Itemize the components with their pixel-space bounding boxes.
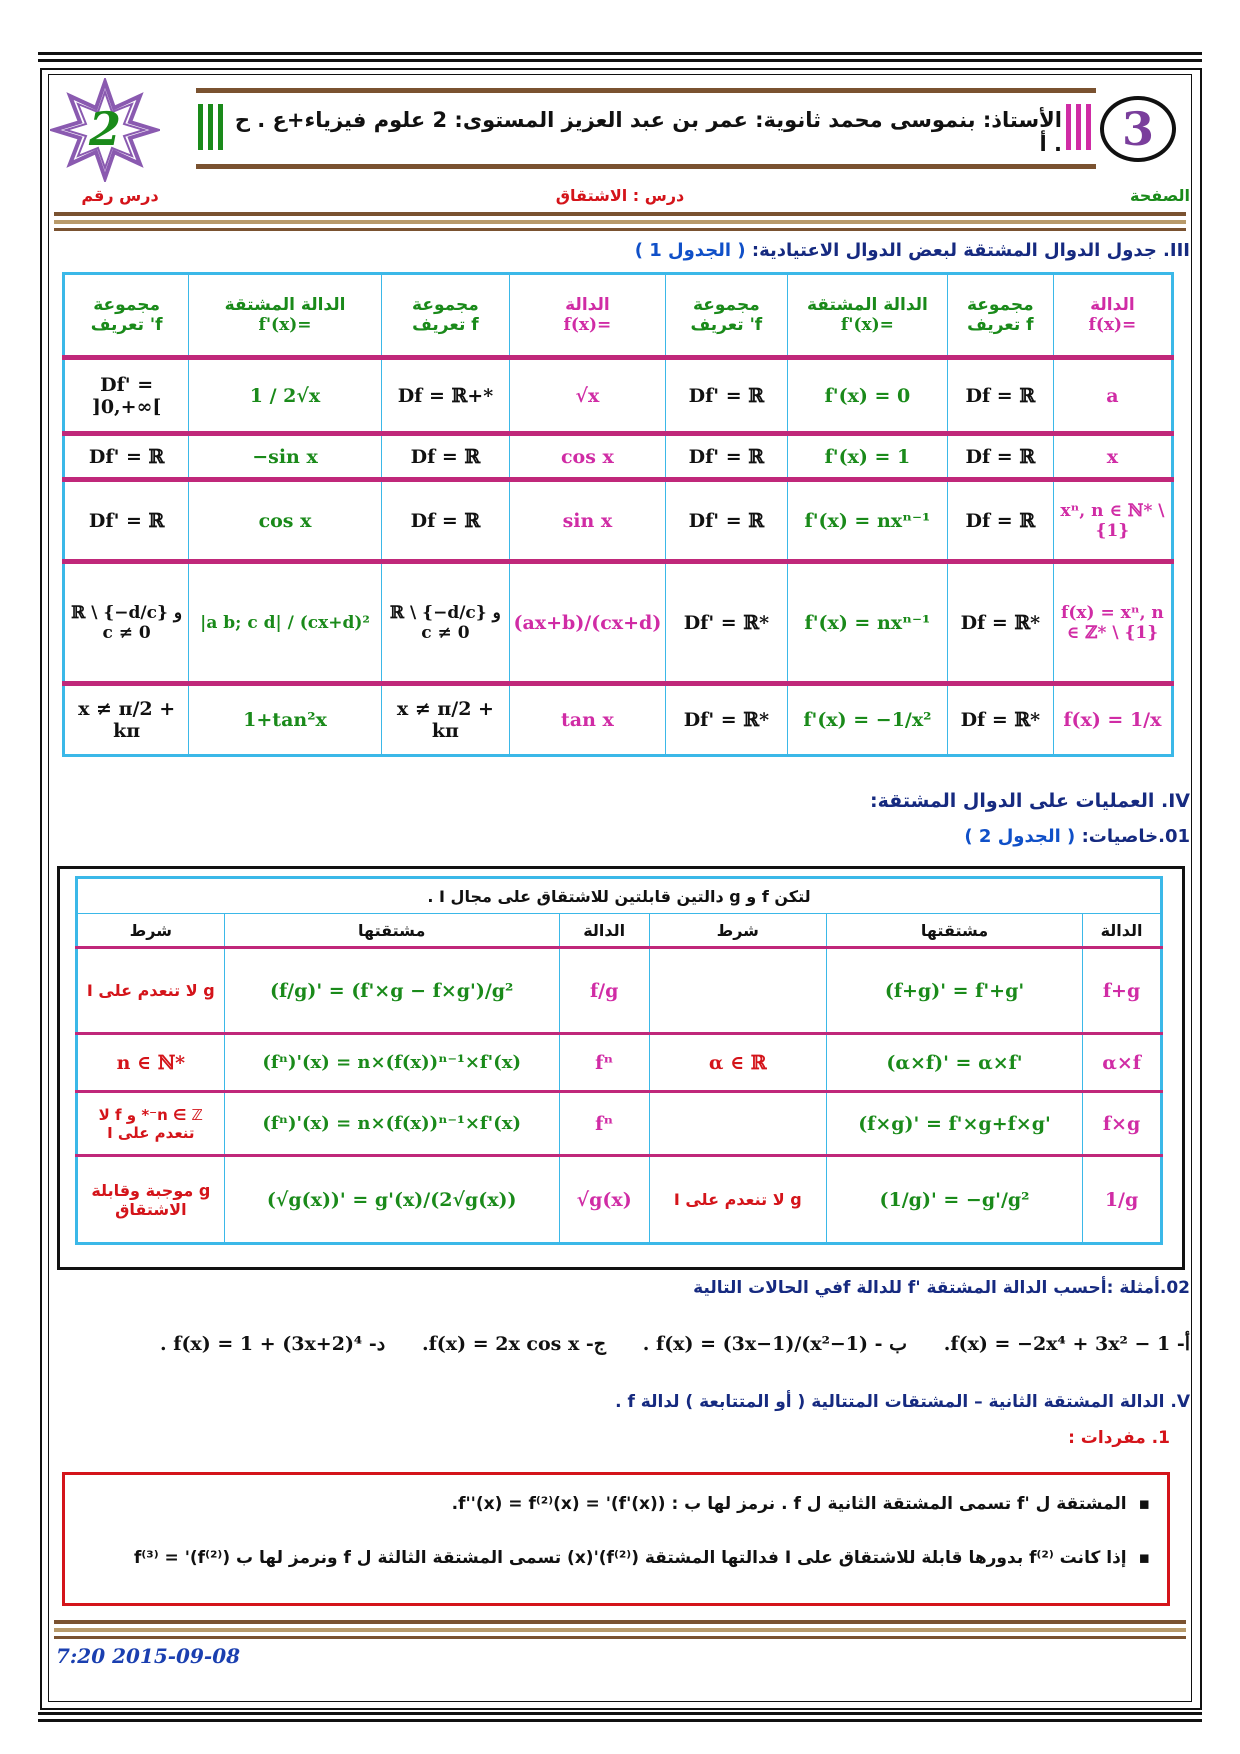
- bullet-icon: ▪: [1126, 1548, 1150, 1568]
- table-2-ref: ( الجدول 2 ): [964, 826, 1076, 847]
- examples-title: 02.أمثلة :أحسب الدالة المشتقة 'f للدالة fفي الحالات التالية: [693, 1278, 1190, 1298]
- t1-cell: x ≠ π/2 + kπ: [381, 684, 509, 756]
- lesson-star-badge: [50, 78, 160, 182]
- t1-cell: Df' = ℝ: [665, 480, 787, 562]
- t1-cell: Df = ℝ*: [947, 684, 1053, 756]
- footer-rule-1: [54, 1620, 1186, 1624]
- teacher-line: الأستاذ: بنموسى محمد ثانوية: عمر بن عبد العزيز المستوى: 2 علوم فيزياء+ع . ح . أ: [234, 108, 1062, 156]
- section-4-sub01: [700, 826, 1190, 847]
- t1-header-4b: f(x)=: [563, 315, 612, 335]
- t1-cell: Df = ℝ: [947, 480, 1053, 562]
- t1-header-4a: الدالة: [565, 295, 610, 315]
- t1-header-3a: مجموعة: [412, 295, 479, 315]
- t1-cell: f'(x) = nxⁿ⁻¹: [787, 562, 947, 684]
- t2-cell: [649, 1092, 826, 1156]
- t2-cell: (fⁿ)'(x) = n×(f(x))ⁿ⁻¹×f'(x): [224, 1034, 559, 1092]
- lesson-number-label: درس رقم: [81, 186, 159, 205]
- footer-rule-3: [54, 1636, 1186, 1639]
- definition-bullet-2: [90, 1548, 1150, 1568]
- t1-cell: f'(x) = −1/x²: [787, 684, 947, 756]
- footer-rule-2: [54, 1628, 1186, 1632]
- t2-cell: g لا تنعدم على I: [649, 1156, 826, 1244]
- t1-cell: Df' = ℝ: [64, 480, 189, 562]
- top-double-rule: [38, 52, 1202, 62]
- section-5-title: V. الدالة المشتقة الثانية – المشتقات المتتالية ( أو المتتابعة ) لدالة f .: [615, 1392, 1190, 1412]
- header-rule-bottom: [196, 164, 1096, 169]
- t1-header-1a: مجموعة: [93, 295, 161, 315]
- example-a: أ- f(x) = −2x⁴ + 3x² − 1.: [943, 1333, 1190, 1355]
- t2-cell: n ∈ ℕ*: [77, 1034, 225, 1092]
- header-stripes-left: [198, 104, 226, 150]
- t2-cell: fⁿ: [559, 1092, 649, 1156]
- t2-cell: (f+g)' = f'+g': [826, 948, 1082, 1034]
- example-c: ج- f(x) = 2x cos x.: [421, 1333, 607, 1355]
- t2-cell: fⁿ: [559, 1034, 649, 1092]
- t1-cell: xⁿ, n ∈ ℕ* \ {1}: [1053, 480, 1172, 562]
- t1-cell: Df = ℝ: [947, 434, 1053, 480]
- derivatives-table-1: [62, 272, 1174, 757]
- t1-cell: cos x: [189, 480, 381, 562]
- t1-header-8a: الدالة: [1090, 295, 1135, 315]
- t2-cell: (fⁿ)'(x) = n×(f(x))ⁿ⁻¹×f'(x): [224, 1092, 559, 1156]
- t2-cell: α×f: [1083, 1034, 1162, 1092]
- page-label: الصفحة: [1129, 186, 1190, 205]
- t1-header-3b: تعريف f: [412, 315, 479, 335]
- t1-cell: f'(x) = nxⁿ⁻¹: [787, 480, 947, 562]
- t2-cell: n ∈ ℤ⁻* و f لا تنعدم على I: [77, 1092, 225, 1156]
- t1-header-7a: مجموعة: [966, 295, 1034, 315]
- t1-cell: Df' = ℝ: [64, 434, 189, 480]
- t1-cell: sin x: [510, 480, 666, 562]
- t2-cell: (f×g)' = f'×g+f×g': [826, 1092, 1082, 1156]
- section-3-heading: III. جدول الدوال المشتقة لبعض الدوال الاعتيادية:: [751, 240, 1190, 261]
- properties-label: 01.خاصيات:: [1081, 826, 1190, 847]
- t2-cell: (f/g)' = (f'×g − f×g')/g²: [224, 948, 559, 1034]
- t1-cell: Df = ℝ: [381, 480, 509, 562]
- t2-cell: g موجبة وقابلة الاشتقاق: [77, 1156, 225, 1244]
- t1-cell: ℝ \ {−d/c} و c ≠ 0: [64, 562, 189, 684]
- t1-cell: Df = ℝ: [947, 358, 1053, 434]
- t1-cell: f(x) = 1/x: [1053, 684, 1172, 756]
- t2-cell: 1/g: [1083, 1156, 1162, 1244]
- t1-cell: −sin x: [189, 434, 381, 480]
- t2-header-condition: شرط: [77, 914, 225, 948]
- t1-cell: (ax+b)/(cx+d): [510, 562, 666, 684]
- example-b: ب - f(x) = (3x−1)/(x²−1) .: [642, 1333, 908, 1355]
- example-d: د- f(x) = 1 + (3x+2)⁴ .: [160, 1333, 386, 1355]
- operations-table-2: [75, 876, 1163, 1245]
- t2-header-function: الدالة: [559, 914, 649, 948]
- t1-header-5b: تعريف 'f: [690, 315, 763, 335]
- t1-cell: Df = ℝ: [381, 434, 509, 480]
- section-4-title: IV. العمليات على الدوال المشتقة:: [870, 790, 1190, 812]
- subheader-rule-3: [54, 228, 1186, 231]
- definition-2-text: إذا كانت f⁽²⁾ بدورها قابلة للاشتقاق على I فدالتها المشتقة (f⁽²⁾)'(x) تسمى المشتقة الثالثة ل f ونرمز لها ب f⁽³⁾ = '(f⁽²⁾): [133, 1548, 1127, 1568]
- subheader-rule-1: [54, 212, 1186, 216]
- t1-header-2a: الدالة المشتقة: [224, 295, 346, 315]
- section-5-sub1: 1. مفردات :: [1068, 1428, 1170, 1448]
- section-3-title: [600, 240, 1190, 261]
- t2-cell: [649, 948, 826, 1034]
- t1-cell: tan x: [510, 684, 666, 756]
- t1-cell: |a b; c d| / (cx+d)²: [189, 562, 381, 684]
- t2-cell: (√g(x))' = g'(x)/(2√g(x)): [224, 1156, 559, 1244]
- t1-header-7b: تعريف f: [967, 315, 1034, 335]
- examples-row: [160, 1322, 1190, 1366]
- t2-cell: f×g: [1083, 1092, 1162, 1156]
- t1-header-6b: f'(x)=: [840, 315, 894, 335]
- t1-cell: 1+tan²x: [189, 684, 381, 756]
- t1-cell: ℝ \ {−d/c} و c ≠ 0: [381, 562, 509, 684]
- t1-cell: a: [1053, 358, 1172, 434]
- t1-cell: Df' = ℝ*: [665, 562, 787, 684]
- page-number: 3: [1121, 102, 1154, 156]
- t1-header-6a: الدالة المشتقة: [806, 295, 928, 315]
- definition-1-text: المشتقة ل 'f تسمى المشتقة الثانية ل f . نرمز لها ب : (f'(x))' = f''(x) = f⁽²⁾(x).: [451, 1494, 1127, 1514]
- definitions-box: [62, 1472, 1170, 1606]
- bottom-double-rule: [38, 1712, 1202, 1722]
- t1-cell: Df' = ℝ*: [665, 684, 787, 756]
- subheader-rule-2: [54, 220, 1186, 224]
- t2-cell: f/g: [559, 948, 649, 1034]
- t1-cell: f'(x) = 1: [787, 434, 947, 480]
- bullet-icon: ▪: [1126, 1494, 1150, 1514]
- t1-header-5a: مجموعة: [692, 295, 760, 315]
- t1-cell: Df' = ℝ: [665, 434, 787, 480]
- t2-header-derivative: مشتقتها: [224, 914, 559, 948]
- t1-cell: f(x) = xⁿ, n ∈ ℤ* \ {1}: [1053, 562, 1172, 684]
- t2-cell: α ∈ ℝ: [649, 1034, 826, 1092]
- t2-cell: √g(x): [559, 1156, 649, 1244]
- t1-header-2b: f'(x)=: [258, 315, 312, 335]
- definition-bullet-1: [90, 1494, 1150, 1514]
- t1-header-8b: f(x)=: [1088, 315, 1137, 335]
- t2-header-condition: شرط: [649, 914, 826, 948]
- t1-cell: x ≠ π/2 + kπ: [64, 684, 189, 756]
- t2-cell: g لا تنعدم على I: [77, 948, 225, 1034]
- t1-cell: Df' = ℝ: [665, 358, 787, 434]
- footer-timestamp: 7:20 2015-09-08: [56, 1644, 241, 1668]
- t1-cell: x: [1053, 434, 1172, 480]
- table-1-ref: ( الجدول 1 ): [634, 240, 746, 261]
- t1-cell: √x: [510, 358, 666, 434]
- t1-cell: f'(x) = 0: [787, 358, 947, 434]
- t1-cell: Df = ℝ+*: [381, 358, 509, 434]
- t2-intro: لتكن f و g دالتين قابلتين للاشتقاق على مجال I .: [77, 878, 1162, 914]
- t2-header-function: الدالة: [1083, 914, 1162, 948]
- t1-header-1b: تعريف 'f: [90, 315, 163, 335]
- t2-cell: f+g: [1083, 948, 1162, 1034]
- t1-cell: cos x: [510, 434, 666, 480]
- t1-cell: Df = ℝ*: [947, 562, 1053, 684]
- header-rule-top: [196, 88, 1096, 93]
- t1-cell: Df' = ]0,+∞[: [64, 358, 189, 434]
- t2-cell: (α×f)' = α×f': [826, 1034, 1082, 1092]
- lesson-title: درس : الاشتقاق: [555, 186, 685, 205]
- t2-header-derivative: مشتقتها: [826, 914, 1082, 948]
- t1-cell: 1 / 2√x: [189, 358, 381, 434]
- t2-cell: (1/g)' = −g'/g²: [826, 1156, 1082, 1244]
- header-stripes-right: [1066, 104, 1094, 150]
- lesson-number: 2: [88, 102, 121, 156]
